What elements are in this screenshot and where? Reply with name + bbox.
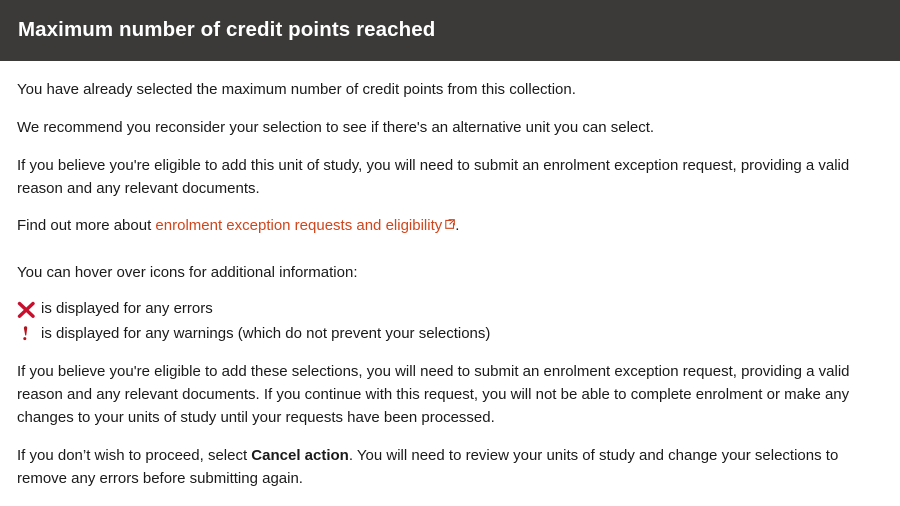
paragraph-recommendation: We recommend you reconsider your selection to see if there's an alternative unit you can select. [17, 118, 655, 136]
paragraph-find-out-more [17, 215, 882, 238]
legend-row-warning [17, 323, 882, 346]
paragraph-hover-icons: You can hover over icons for additional information: [17, 264, 358, 282]
cancel-suffix: . You will need to review your units of study and change your selections to remove any errors before submitting again. [17, 447, 839, 488]
eligibility-link[interactable] [155, 217, 442, 234]
cancel-prefix: If you don’t wish to proceed, select [17, 447, 252, 465]
dialog-header [0, 0, 900, 61]
find-out-more-prefix: Find out more about [17, 217, 156, 235]
legend-warning-label: is displayed for any warnings (which do not prevent your selections) [41, 324, 491, 342]
paragraph-continue-request: If you believe you're eligible to add these selections, you will need to submit an enrolment exception request, providing a valid reason and any relevant documents. If you continue with this request, you will not be able to complete enrolment or make any changes to your units of study until your requests have been processed. [17, 363, 850, 427]
legend-error-label: is displayed for any errors [41, 300, 213, 318]
paragraph-exception-request: If you believe you're eligible to add this unit of study, you will need to submit an enrolment exception request, providing a valid reason and any relevant documents. [17, 156, 850, 197]
dialog-body [0, 61, 900, 506]
error-cross-icon [17, 301, 41, 319]
eligibility-link-label: enrolment exception requests and eligibility [155, 217, 443, 235]
cancel-action-label: Cancel action [251, 447, 349, 465]
paragraph-max-credit-points: You have already selected the maximum number of credit points from this collection. [17, 80, 576, 98]
external-link-icon [445, 219, 455, 229]
warning-exclamation-icon [17, 324, 41, 344]
legend-row-error [17, 298, 882, 321]
paragraph-cancel-action [17, 445, 882, 491]
icon-legend [17, 298, 882, 345]
spacer [17, 253, 882, 262]
find-out-more-suffix: . [455, 217, 460, 235]
spacer [17, 347, 882, 361]
dialog-title: Maximum number of credit points reached [18, 18, 436, 42]
